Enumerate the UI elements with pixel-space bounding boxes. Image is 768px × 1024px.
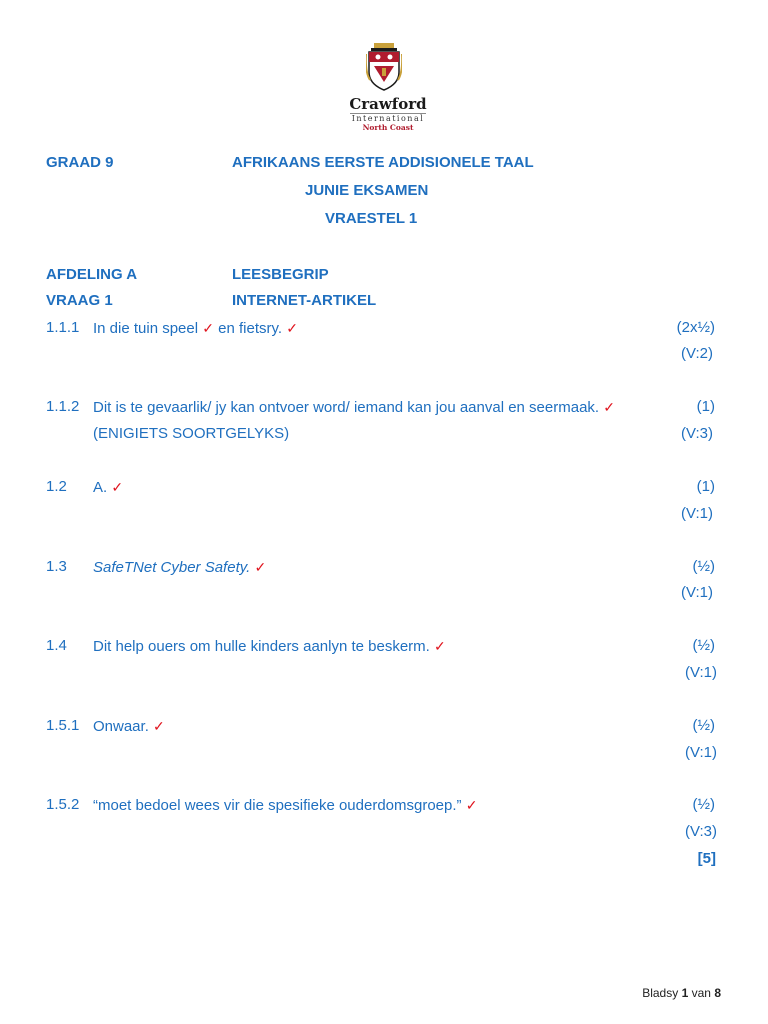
section-label: AFDELING A	[46, 266, 138, 283]
cognitive-level: (V:3)	[685, 823, 717, 840]
footer-prefix: Bladsy	[642, 986, 679, 1000]
section-title: LEESBEGRIP	[232, 266, 329, 283]
question-number: 1.5.1	[46, 717, 80, 734]
answer-part-1: In die tuin speel	[93, 320, 199, 337]
page-footer	[642, 986, 721, 1000]
answer-body: A.	[93, 479, 108, 496]
question-number: 1.2	[46, 478, 67, 495]
question-number: 1.5.2	[46, 796, 80, 813]
cognitive-level: (V:1)	[681, 584, 713, 601]
marks: (½)	[692, 637, 715, 654]
cognitive-level: (V:1)	[685, 664, 717, 681]
marks: (½)	[692, 717, 715, 734]
tick-icon: ✓	[434, 638, 446, 654]
question-number: 1.1.1	[46, 319, 80, 336]
tick-icon: ✓	[465, 797, 478, 813]
question-title: INTERNET-ARTIKEL	[232, 292, 377, 309]
answer-part-2: en fietsry.	[218, 320, 283, 337]
marks: (2x½)	[676, 319, 715, 336]
question-total: [5]	[697, 850, 716, 867]
subject-title: AFRIKAANS EERSTE ADDISIONELE TAAL	[232, 154, 534, 171]
answer-body: Onwaar.	[93, 718, 149, 735]
marks: (1)	[696, 398, 715, 415]
logo-subtitle: International	[351, 114, 425, 123]
footer-total: 8	[714, 986, 721, 1000]
tick-icon: ✓	[254, 559, 267, 575]
tick-icon: ✓	[111, 479, 124, 495]
tick-icon: ✓	[153, 718, 165, 734]
tick-icon: ✓	[202, 320, 214, 336]
answer-body: Dit help ouers om hulle kinders aanlyn te beskerm.	[93, 638, 430, 655]
tick-icon: ✓	[603, 399, 615, 415]
answer-body: Dit is te gevaarlik/ jy kan ontvoer word/ iemand kan jou aanval en seermaak.	[93, 399, 600, 416]
answer-body: SafeTNet Cyber Safety.	[93, 559, 251, 576]
tick-icon: ✓	[286, 320, 298, 336]
answer-text	[93, 319, 298, 338]
question-number: 1.3	[46, 558, 67, 575]
cognitive-level: (V:2)	[681, 345, 713, 362]
answer-text	[93, 398, 615, 417]
answer-text	[93, 717, 165, 736]
footer-middle: van	[691, 986, 711, 1000]
crest-icon	[366, 42, 402, 92]
exam-title: JUNIE EKSAMEN	[305, 182, 429, 199]
answer-text	[93, 478, 123, 497]
marks: (½)	[692, 558, 715, 575]
answer-text	[93, 796, 477, 815]
cognitive-level: (V:1)	[685, 744, 717, 761]
cognitive-level: (V:1)	[681, 505, 713, 522]
logo-name: Crawford	[349, 95, 427, 113]
answer-text	[93, 558, 266, 577]
question-label: VRAAG 1	[46, 292, 113, 309]
school-logo	[340, 40, 428, 132]
cognitive-level: (V:3)	[681, 425, 713, 442]
paper-title: VRAESTEL 1	[325, 210, 418, 227]
marks: (1)	[696, 478, 715, 495]
answer-body: “moet bedoel wees vir die spesifieke ouderdomsgroep.”	[93, 797, 462, 814]
marks: (½)	[692, 796, 715, 813]
answer-note: (ENIGIETS SOORTGELYKS)	[93, 425, 290, 442]
footer-page: 1	[681, 986, 689, 1000]
logo-campus: North Coast	[362, 123, 414, 132]
question-number: 1.4	[46, 637, 67, 654]
grade-label: GRAAD 9	[46, 154, 114, 171]
answer-text	[93, 637, 446, 656]
question-number: 1.1.2	[46, 398, 80, 415]
